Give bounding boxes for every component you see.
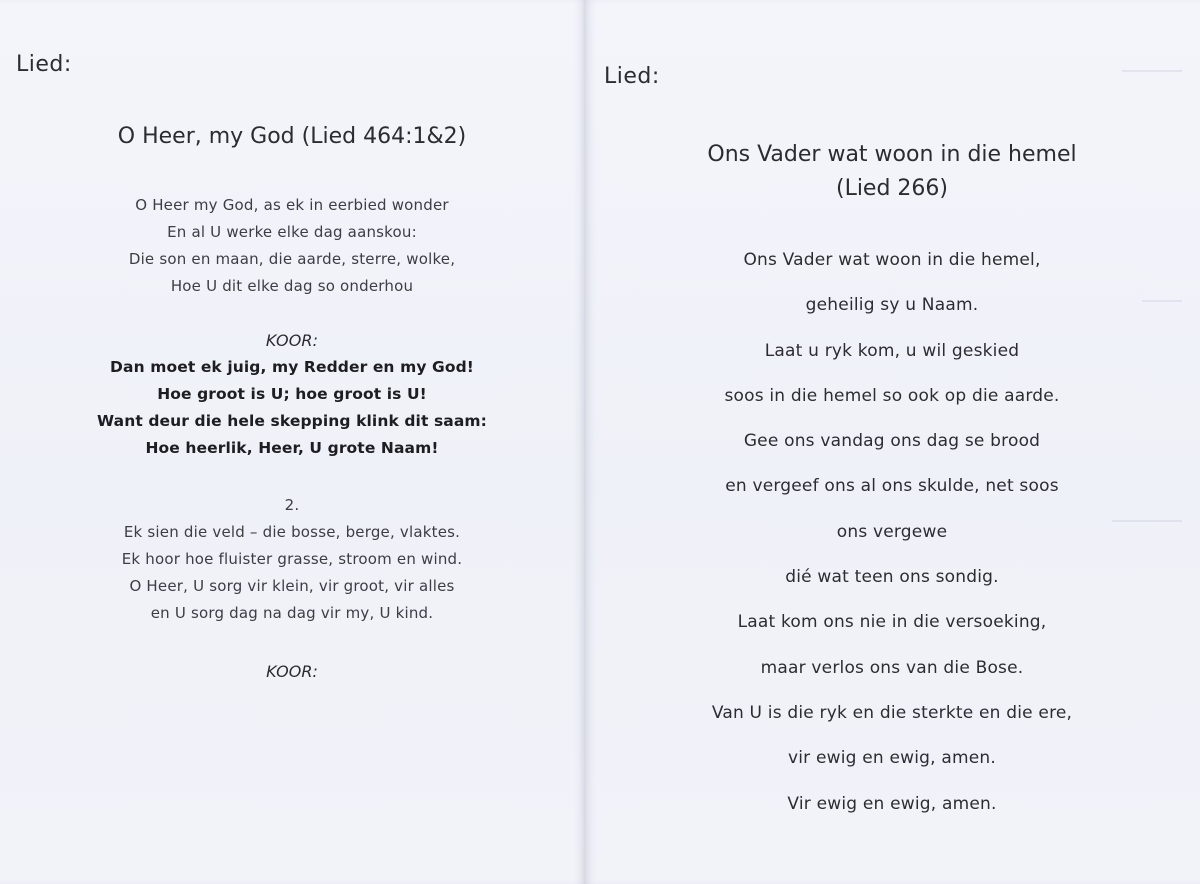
prayer-line: dié wat teen ons sondig. <box>785 567 999 588</box>
chorus-line: Hoe heerlik, Heer, U grote Naam! <box>145 439 439 457</box>
prayer-line: Laat u ryk kom, u wil geskied <box>764 340 1020 361</box>
verse-1-line: O Heer my God, as ek in eerbied wonder <box>135 196 449 214</box>
verse-1-line: Hoe U dit elke dag so onderhou <box>170 277 414 295</box>
verse-2-line: Ek hoor hoe fluister grasse, stroom en wind. <box>121 550 463 568</box>
prayer-line: soos in die hemel so ook op die aarde. <box>724 385 1060 406</box>
left-lied-label: Lied: <box>16 52 72 77</box>
prayer-line: geheilig sy u Naam. <box>805 295 979 316</box>
chorus-line: Hoe groot is U; hoe groot is U! <box>157 385 427 403</box>
prayer-line: Vir ewig en ewig, amen. <box>787 793 997 814</box>
lords-prayer <box>584 238 1200 827</box>
prayer-line: ons vergewe <box>836 521 948 542</box>
prayer-line: vir ewig en ewig, amen. <box>788 748 996 769</box>
chorus <box>0 327 584 462</box>
prayer-line: Ons Vader wat woon in die hemel, <box>743 250 1041 270</box>
prayer-line: en vergeef ons al ons skulde, net soos <box>725 476 1059 497</box>
chorus-line: Want deur die hele skepping klink dit saam: <box>97 412 487 430</box>
right-title-line: Ons Vader wat woon in die hemel <box>707 142 1077 167</box>
verse-2-line: Ek sien die veld – die bosse, berge, vlaktes. <box>123 523 461 541</box>
right-hymn-title <box>584 138 1200 206</box>
right-lied-label: Lied: <box>604 64 660 89</box>
prayer-line: Laat kom ons nie in die versoeking, <box>737 612 1047 633</box>
chorus-heading: KOOR: <box>265 331 319 350</box>
verse-2-number: 2. <box>284 496 300 514</box>
verse-2 <box>0 492 584 627</box>
verse-2-line: O Heer, U sorg vir klein, vir groot, vir alles <box>129 577 455 595</box>
prayer-line: Van U is die ryk en die sterkte en die ere, <box>711 702 1073 723</box>
prayer-line: Gee ons vandag ons dag se brood <box>743 431 1041 452</box>
right-page <box>584 0 1200 884</box>
prayer-line: maar verlos ons van die Bose. <box>760 657 1024 678</box>
verse-1-line: Die son en maan, die aarde, sterre, wolke, <box>128 250 456 268</box>
verse-1-line: En al U werke elke dag aanskou: <box>167 223 417 241</box>
verse-1 <box>0 192 584 300</box>
left-page <box>0 0 584 884</box>
verse-2-line: en U sorg dag na dag vir my, U kind. <box>150 604 434 622</box>
left-hymn-title: O Heer, my God (Lied 464:1&2) <box>117 124 467 149</box>
chorus-line: Dan moet ek juig, my Redder en my God! <box>110 358 474 376</box>
closing-chorus-label: KOOR: <box>266 662 318 681</box>
show-through-mark <box>1122 70 1182 72</box>
right-title-number: (Lied 266) <box>835 176 949 201</box>
